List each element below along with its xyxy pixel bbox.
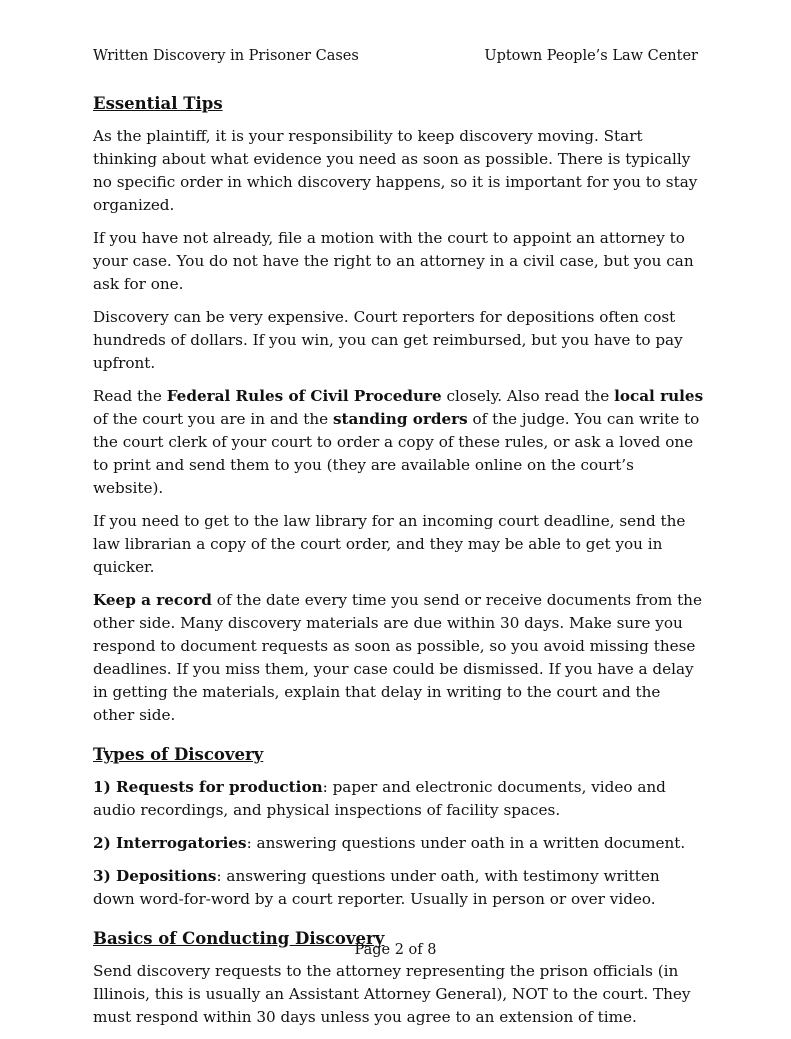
header-title: Written Discovery in Prisoner Cases bbox=[93, 48, 359, 64]
text-run: of the judge. You can write to the court clerk of your court to order a copy of these rules, or ask a loved one to print and send them to you (they are available online on the court’s website). bbox=[93, 410, 700, 497]
bold-federal-rules: Federal Rules of Civil Procedure bbox=[166, 387, 442, 405]
type-label: 3) Depositions bbox=[93, 867, 217, 885]
tips-paragraph-6 bbox=[93, 589, 705, 727]
page-content bbox=[93, 92, 705, 1039]
type-description: : paper and electronic documents, video and audio recordings, and physical inspections of facility spaces. bbox=[93, 778, 666, 819]
text-run: Read the bbox=[93, 387, 167, 405]
text-run: closely. Also read the bbox=[441, 387, 615, 405]
type-label: 1) Requests for production bbox=[93, 778, 323, 796]
tips-paragraph-5: If you need to get to the law library for an incoming court deadline, send the law librarian a copy of the court order, and they may be able to get you in quicker. bbox=[93, 512, 686, 576]
type-description: : answering questions under oath, with testimony written down word-for-word by a court reporter. Usually in person or over video. bbox=[93, 867, 660, 908]
type-item-production bbox=[93, 776, 705, 822]
basics-heading: Basics of Conducting Discovery bbox=[93, 929, 385, 948]
type-description: : answering questions under oath in a written document. bbox=[246, 834, 686, 852]
text-run: of the court you are in and the bbox=[93, 410, 333, 428]
tips-paragraph-4 bbox=[93, 385, 705, 500]
type-label: 2) Interrogatories bbox=[93, 834, 247, 852]
tips-paragraph-1: As the plaintiff, it is your responsibility to keep discovery moving. Start thinking about what evidence you need as soon as possible. There is typically no specific order in which discovery happens, so it is important for you to stay organized. bbox=[93, 127, 698, 214]
header-organization: Uptown People’s Law Center bbox=[484, 48, 698, 64]
text-run: of the date every time you send or receive documents from the other side. Many discovery materials are due within 30 days. Make sure you respond to document requests as soon as possible, so you avoid missing these deadlines. If you miss them, your case could be dismissed. If you have a delay in getting the materials, explain that delay in writing to the court and the other side. bbox=[93, 591, 702, 724]
page-header bbox=[93, 46, 698, 66]
bold-standing-orders: standing orders bbox=[332, 410, 468, 428]
page-number: Page 2 of 8 bbox=[354, 942, 437, 958]
essential-tips-heading: Essential Tips bbox=[93, 94, 223, 113]
tips-paragraph-2: If you have not already, file a motion with the court to appoint an attorney to your case. You do not have the right to an attorney in a civil case, but you can ask for one. bbox=[93, 229, 694, 293]
basics-paragraph-1: Send discovery requests to the attorney representing the prison officials (in Illinois, this is usually an Assistant Attorney General), NOT to the court. They must respond within 30 days unless you agree to an extension of time. bbox=[93, 962, 691, 1026]
bold-keep-a-record: Keep a record bbox=[93, 591, 212, 609]
bold-local-rules: local rules bbox=[614, 387, 704, 405]
type-item-interrogatories bbox=[93, 832, 705, 855]
tips-paragraph-3: Discovery can be very expensive. Court reporters for depositions often cost hundreds of dollars. If you win, you can get reimbursed, but you have to pay upfront. bbox=[93, 308, 683, 372]
types-of-discovery-heading: Types of Discovery bbox=[93, 745, 264, 764]
type-item-depositions bbox=[93, 865, 705, 911]
